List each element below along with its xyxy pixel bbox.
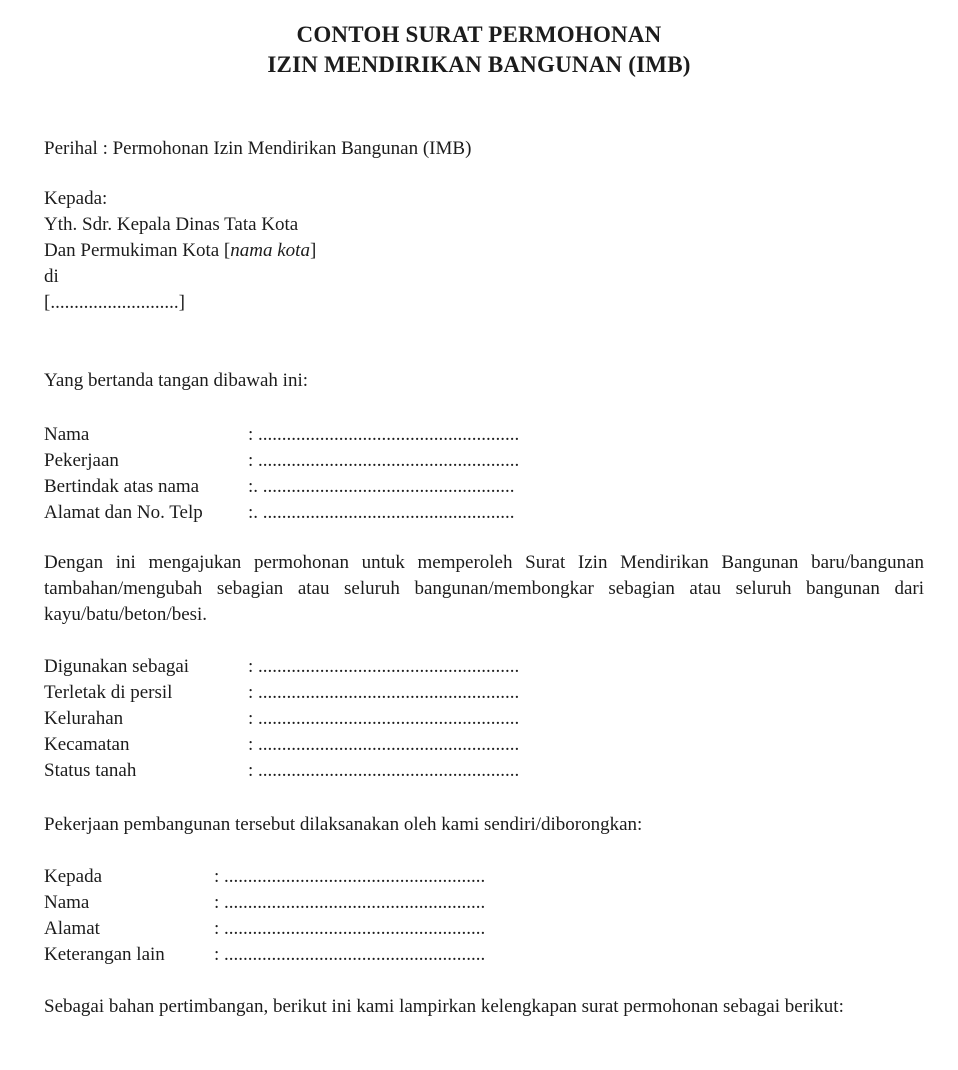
field-label: Kelurahan <box>44 708 124 729</box>
field-label: Alamat dan No. Telp <box>44 502 203 523</box>
field-label: Alamat <box>44 918 100 939</box>
field-label: Pekerjaan <box>44 450 119 471</box>
field-label: Keterangan lain <box>44 944 165 965</box>
field-value: : ....................................................... <box>214 866 486 887</box>
request-paragraph: Dengan ini mengajukan permohonan untuk memperoleh Surat Izin Mendirikan Bangunan baru/bangunan tambahan/mengubah sebagian atau seluruh bangunan/membongkar sebagian atau seluruh bangunan dari kayu/batu/beton/besi. <box>44 552 924 625</box>
execution-text: Pekerjaan pembangunan tersebut dilaksanakan oleh kami sendiri/diborongkan: <box>44 814 643 835</box>
field-label: Kepada <box>44 866 103 887</box>
recipient-line2-suffix: ] <box>309 240 317 261</box>
recipient-place: [...........................] <box>44 292 185 313</box>
city-name-placeholder: nama kota <box>230 240 310 261</box>
document-title-line2: IZIN MENDIRIKAN BANGUNAN (IMB) <box>267 52 691 77</box>
field-value: : ....................................................... <box>214 918 486 939</box>
field-label: Kecamatan <box>44 734 130 755</box>
field-value: : ....................................................... <box>214 892 486 913</box>
closing-paragraph: Sebagai bahan pertimbangan, berikut ini kami lampirkan kelengkapan surat permohonan sebagai berikut: <box>44 996 844 1017</box>
field-value: : ....................................................... <box>248 682 520 703</box>
field-label: Bertindak atas nama <box>44 476 200 497</box>
field-label: Nama <box>44 424 90 445</box>
field-value: : ....................................................... <box>248 760 520 781</box>
field-label: Status tanah <box>44 760 137 781</box>
field-value: : ....................................................... <box>248 450 520 471</box>
field-value: :. ..................................................... <box>248 476 515 497</box>
field-label: Digunakan sebagai <box>44 656 190 677</box>
recipient-kepada: Kepada: <box>44 188 108 209</box>
field-value: :. ..................................................... <box>248 502 515 523</box>
field-label: Terletak di persil <box>44 682 173 703</box>
document-title-line1: CONTOH SURAT PERMOHONAN <box>296 22 662 47</box>
field-label: Nama <box>44 892 90 913</box>
field-value: : ....................................................... <box>248 656 520 677</box>
recipient-line1: Yth. Sdr. Kepala Dinas Tata Kota <box>44 214 299 235</box>
field-value: : ....................................................... <box>248 708 520 729</box>
subject-line: Perihal : Permohonan Izin Mendirikan Bangunan (IMB) <box>44 138 472 159</box>
recipient-di: di <box>44 266 59 287</box>
applicant-intro: Yang bertanda tangan dibawah ini: <box>44 370 309 391</box>
field-value: : ....................................................... <box>248 424 520 445</box>
recipient-line2-prefix: Dan Permukiman Kota [ <box>44 240 231 261</box>
recipient-line2 <box>44 238 316 264</box>
field-value: : ....................................................... <box>214 944 486 965</box>
field-value: : ....................................................... <box>248 734 520 755</box>
